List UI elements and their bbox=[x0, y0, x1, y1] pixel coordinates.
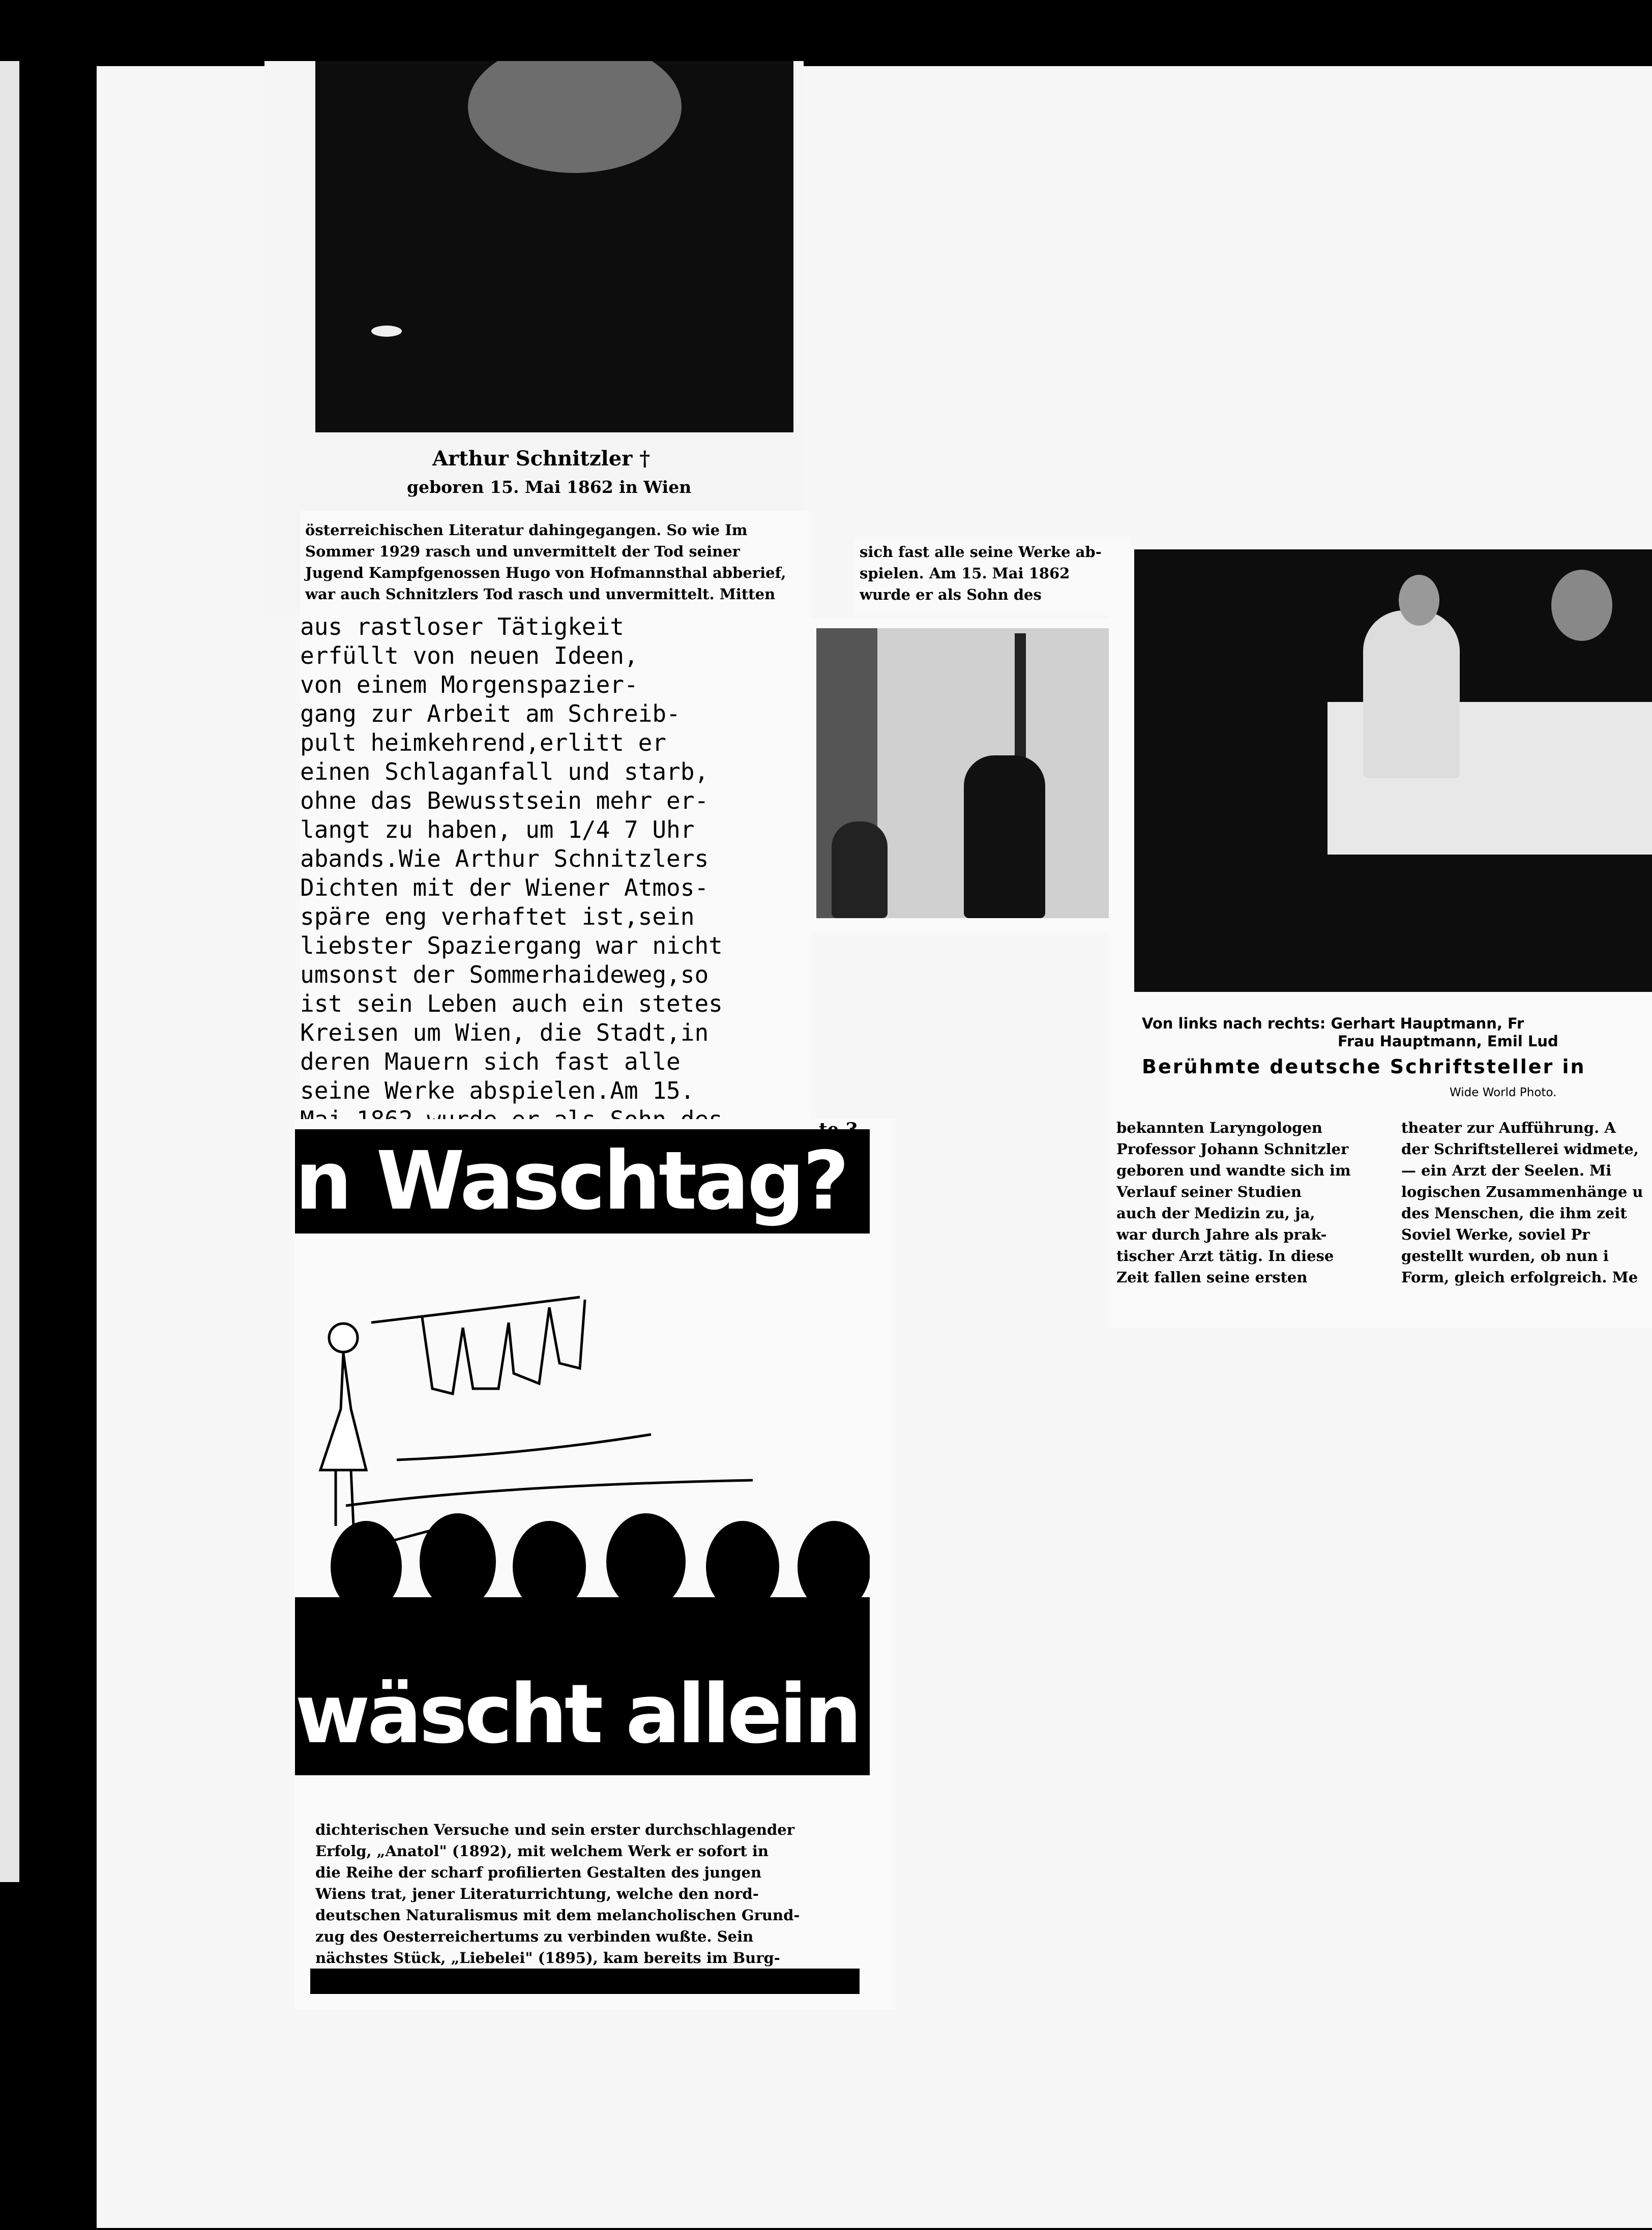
column-line: Zeit fallen seine ersten bbox=[1116, 1269, 1308, 1286]
column-line: Professor Johann Schnitzler bbox=[1116, 1140, 1349, 1158]
woman-figure bbox=[320, 1353, 366, 1526]
column-line: — ein Arzt der Seelen. Mi bbox=[1401, 1162, 1612, 1179]
group-headline: Berühmte deutsche Schriftsteller in bbox=[1142, 1055, 1586, 1078]
audience-silhouettes bbox=[295, 1513, 870, 1658]
woman-head bbox=[329, 1324, 358, 1352]
typed-line: Dichten mit der Wiener Atmos- bbox=[300, 874, 709, 901]
figure-silhouette bbox=[964, 755, 1045, 918]
photo-credit: Wide World Photo. bbox=[1450, 1086, 1557, 1099]
typed-line: pult heimkehrend,erlitt er bbox=[300, 729, 667, 756]
laundry-illustration bbox=[295, 1241, 870, 1658]
portrait-caption-subtitle: geboren 15. Mai 1862 in Wien bbox=[407, 477, 692, 497]
group-caption-line1: Von links nach rechts: Gerhart Hauptmann, Fr bbox=[1142, 1015, 1524, 1032]
column-line: gestellt wurden, ob nun i bbox=[1401, 1247, 1609, 1265]
column-line: geboren und wandte sich im bbox=[1116, 1162, 1351, 1179]
column-line: des Menschen, die ihm zeit bbox=[1401, 1205, 1627, 1222]
typed-line: gang zur Arbeit am Schreib- bbox=[300, 700, 681, 727]
continuation-line: dichterischen Versuche und sein erster durchschlagender bbox=[315, 1821, 795, 1838]
person-silhouette bbox=[1551, 570, 1612, 641]
typed-line: liebster Spaziergang war nicht bbox=[300, 932, 723, 959]
typed-line: deren Mauern sich fast alle bbox=[300, 1048, 681, 1075]
group-photo bbox=[1134, 549, 1652, 992]
print-line: war auch Schnitzlers Tod rasch und unvermittelt. Mitten bbox=[305, 585, 776, 603]
fragment-line: spielen. Am 15. Mai 1862 bbox=[860, 565, 1070, 582]
typed-line: langt zu haben, um 1/4 7 Uhr bbox=[300, 816, 695, 843]
column-line: tischer Arzt tätig. In diese bbox=[1116, 1247, 1334, 1265]
column-line: logischen Zusammenhänge u bbox=[1401, 1183, 1643, 1200]
advert-tagline-words: äscht allein bbox=[367, 1666, 859, 1762]
typed-line: erfüllt von neuen Ideen, bbox=[300, 642, 638, 669]
continuation-line: deutschen Naturalismus mit dem melancholischen Grund- bbox=[315, 1906, 800, 1924]
typed-line: Kreisen um Wien, die Stadt,in bbox=[300, 1019, 709, 1046]
street-photo bbox=[816, 628, 1114, 918]
continuation-line: zug des Oesterreichertums zu verbinden wußte. Sein bbox=[315, 1928, 754, 1945]
left-film-edge bbox=[0, 61, 19, 1882]
typed-line: aus rastloser Tätigkeit bbox=[300, 613, 624, 640]
person-silhouette bbox=[1363, 610, 1460, 778]
continuation-line: Wiens trat, jener Literaturrichtung, welche den nord- bbox=[315, 1885, 759, 1902]
typed-line: umsonst der Sommerhaideweg,so bbox=[300, 961, 709, 988]
person-silhouette bbox=[1399, 575, 1439, 626]
column-line: Soviel Werke, soviel Pr bbox=[1401, 1226, 1590, 1243]
text-fragment-clipping bbox=[854, 539, 1129, 615]
fragment-line: wurde er als Sohn des bbox=[860, 586, 1042, 603]
advert-headline-bar bbox=[295, 1129, 870, 1234]
advert-bottom-bar bbox=[295, 1653, 870, 1775]
advert-tagline bbox=[295, 1653, 859, 1775]
column-line: auch der Medizin zu, ja, bbox=[1116, 1205, 1315, 1222]
advert-headline-word: Waschtag? bbox=[376, 1134, 847, 1228]
advert-clipping bbox=[295, 1119, 895, 2009]
group-photo-clipping bbox=[1109, 549, 1652, 1328]
typed-line: seine Werke abspielen.Am 15. bbox=[300, 1077, 695, 1104]
advert-headline bbox=[295, 1129, 847, 1234]
figure-silhouette bbox=[832, 821, 888, 918]
print-line: Sommer 1929 rasch und unvermittelt der Tod seiner bbox=[305, 543, 740, 560]
column-line: der Schriftstellerei widmete, bbox=[1401, 1140, 1639, 1158]
typed-line: von einem Morgenspazier- bbox=[300, 671, 638, 698]
advert-headline-prefix: n bbox=[295, 1134, 350, 1228]
typed-line: späre eng verhaftet ist,sein bbox=[300, 903, 695, 930]
typed-line: ist sein Leben auch ein stetes bbox=[300, 990, 723, 1017]
continuation-line: Erfolg, „Anatol" (1892), mit welchem Werk er sofort in bbox=[315, 1842, 769, 1860]
continuation-line: die Reihe der scharf profilierten Gestalten des jungen bbox=[315, 1864, 762, 1881]
portrait-highlight bbox=[371, 326, 402, 337]
print-line: österreichischen Literatur dahingegangen. So wie Im bbox=[305, 521, 748, 539]
column-line: Verlauf seiner Studien bbox=[1116, 1183, 1302, 1200]
advert-tagline-prefix: w bbox=[295, 1666, 367, 1762]
group-caption-line2: Frau Hauptmann, Emil Lud bbox=[1338, 1033, 1558, 1050]
portrait-caption-title: Arthur Schnitzler † bbox=[432, 447, 651, 471]
column-line: war durch Jahre als prak- bbox=[1116, 1226, 1327, 1243]
column-line: Form, gleich erfolgreich. Me bbox=[1401, 1269, 1638, 1286]
obituary-clipping bbox=[300, 511, 811, 1134]
portrait-highlight bbox=[468, 61, 682, 173]
column-line: bekannten Laryngologen bbox=[1116, 1119, 1322, 1136]
continuation-line: nächstes Stück, „Liebelei" (1895), kam bereits im Burg- bbox=[315, 1949, 780, 1967]
typed-line: abands.Wie Arthur Schnitzlers bbox=[300, 845, 709, 872]
column-line: theater zur Aufführung. A bbox=[1401, 1119, 1616, 1136]
bottom-black-rule bbox=[310, 1969, 860, 1994]
fragment-line: sich fast alle seine Werke ab- bbox=[860, 543, 1102, 561]
typed-line: ohne das Bewusstsein mehr er- bbox=[300, 787, 709, 814]
street-photo-clipping bbox=[809, 618, 1134, 933]
typed-line: einen Schlaganfall und starb, bbox=[300, 758, 709, 785]
portrait-photo bbox=[315, 61, 793, 432]
print-line: Jugend Kampfgenossen Hugo von Hofmannsthal abberief, bbox=[305, 564, 786, 581]
